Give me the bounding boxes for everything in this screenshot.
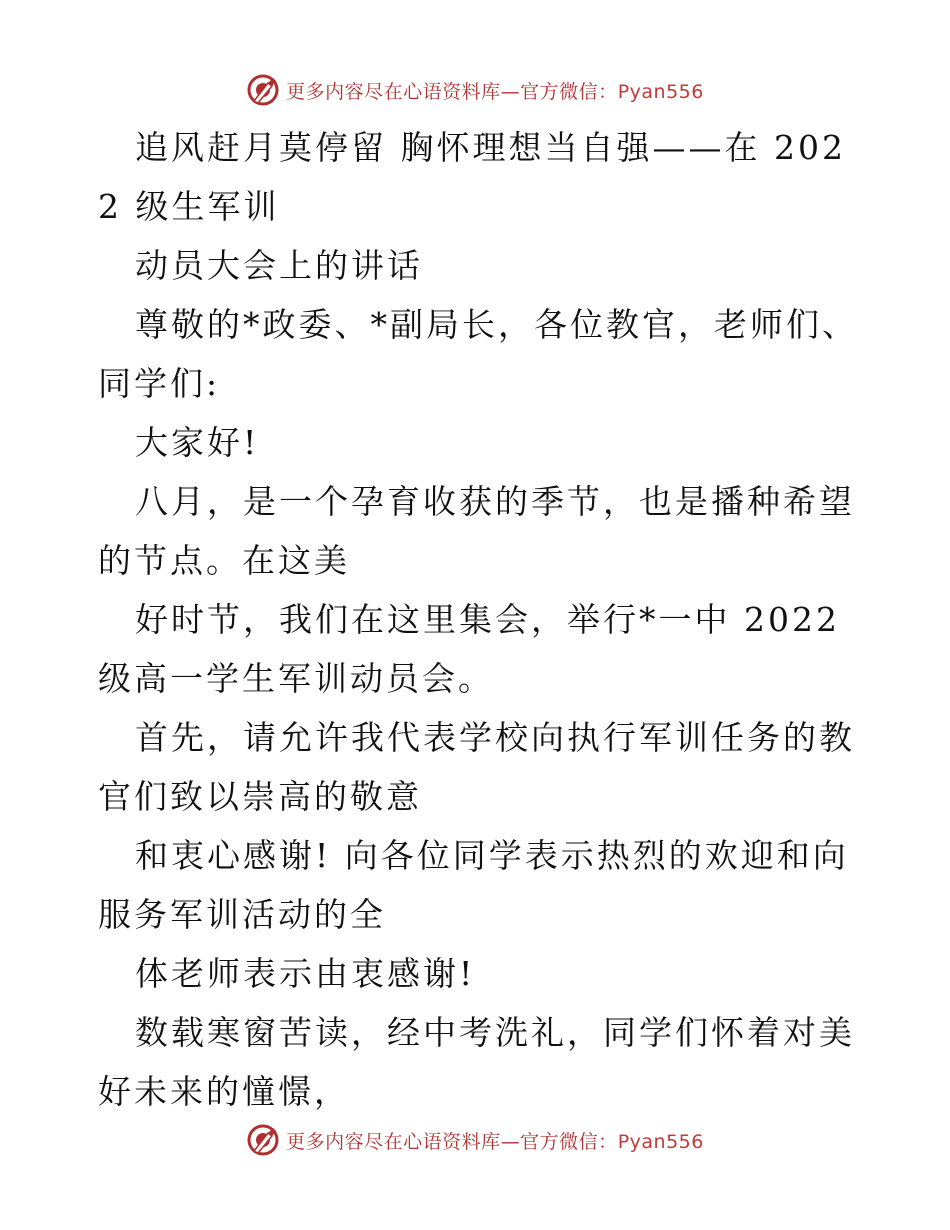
footer-watermark [0, 1120, 950, 1160]
paragraph-subtitle: 动员大会上的讲话 [135, 246, 423, 285]
watermark-account: Pyan556 [617, 1130, 704, 1153]
watermark-separator: —官方微信： [500, 80, 618, 103]
watermark-brand: 更多内容尽在心语资料库 [286, 80, 501, 103]
watermark-text [286, 1127, 704, 1154]
watermark-account: Pyan556 [617, 80, 704, 103]
paragraph-text: 数载寒窗苦读，经中考洗礼，同学们怀着对美好未来的憧憬， [98, 1013, 855, 1111]
paragraph-greeting: 大家好! [135, 423, 260, 462]
watermark-text [286, 77, 704, 104]
watermark-brand: 更多内容尽在心语资料库 [286, 1130, 501, 1153]
pen-logo-icon [246, 1123, 280, 1157]
paragraph-text: 好时节，我们在这里集会，举行*一中 2022 级高一学生军训动员会。 [98, 600, 840, 698]
pen-logo-icon [246, 73, 280, 107]
document-body [98, 118, 858, 1121]
header-watermark [0, 70, 950, 110]
paragraph-salutation: 尊敬的*政委、*副局长，各位教官，老师们、同学们: [98, 305, 858, 403]
paragraph-text: 八月，是一个孕育收获的季节，也是播种希望的节点。在这美 [98, 482, 855, 580]
paragraph-text: 和衷心感谢! 向各位同学表示热烈的欢迎和向服务军训活动的全 [98, 836, 849, 934]
paragraph-text: 体老师表示由衷感谢! [135, 954, 476, 993]
paragraph-title: 追风赶月莫停留 胸怀理想当自强——在 2022 级生军训 [98, 128, 846, 226]
paragraph-text: 首先，请允许我代表学校向执行军训任务的教官们致以崇高的敬意 [98, 718, 855, 816]
watermark-separator: —官方微信： [500, 1130, 618, 1153]
